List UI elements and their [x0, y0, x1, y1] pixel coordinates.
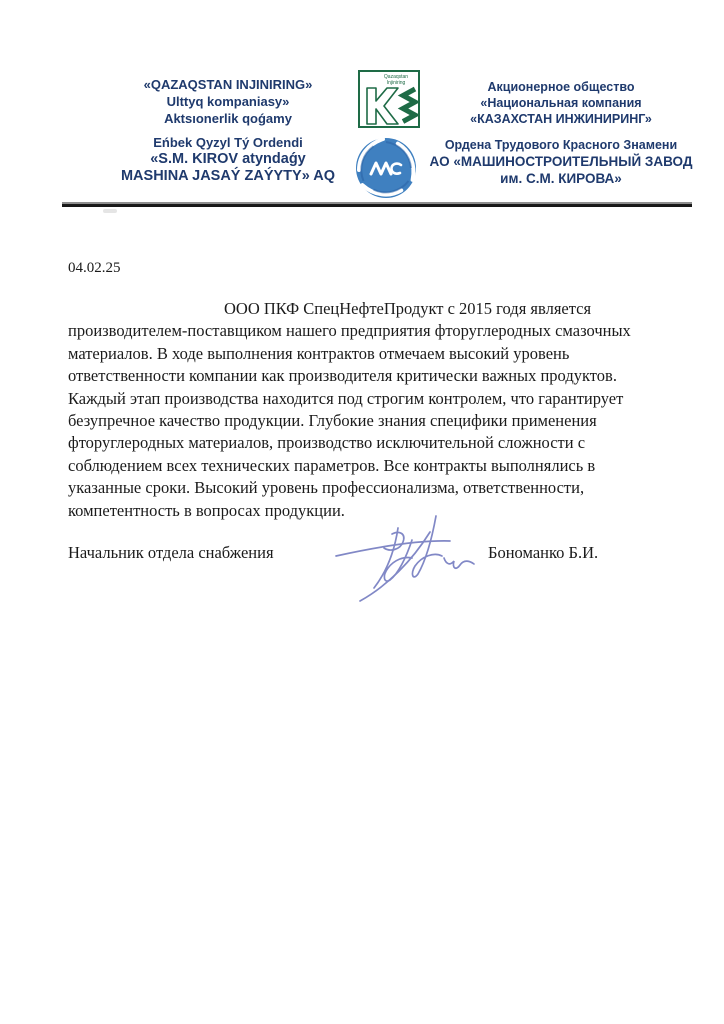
org-russian-line: Акционерное общество — [487, 80, 635, 94]
plant-russian-line: им. С.М. КИРОВА» — [500, 171, 622, 186]
body-line: Каждый этап производства находится под строгим контролем, что гарантирует — [68, 388, 624, 408]
letterhead-divider — [62, 202, 692, 207]
org-kazakh-line: «QAZAQSTAN INJINIRING» — [143, 77, 313, 92]
letterhead-kazakh-block — [78, 76, 378, 185]
plant-kazakh-line: «S.M. KIROV atyndaǵy — [150, 151, 306, 167]
org-russian-line: «КАЗАХСТАН ИНЖИНИРИНГ» — [470, 112, 652, 126]
org-kazakh-line: Ulttyq kompaniasy» — [166, 94, 290, 109]
body-line: ООО ПКФ СпецНефтеПродукт с 2015 годя является — [224, 299, 592, 318]
org-kazakh-line: Aktsıonerlik qoǵamy — [164, 111, 292, 126]
plant-russian-line: АО «МАШИНОСТРОИТЕЛЬНЫЙ ЗАВОД — [429, 154, 693, 169]
signer-role: Начальник отдела снабжения — [68, 543, 274, 562]
org-name-kazakh — [78, 76, 378, 127]
body-line: соблюдением всех технических параметров. Все контракты выполнялись в — [68, 455, 596, 475]
plant-name-russian — [425, 137, 697, 187]
svg-text:Qazaqstan: Qazaqstan — [383, 74, 409, 80]
body-line: производителем-поставщиком нашего предприятия фторуглеродных смазочных — [68, 321, 631, 341]
body-line: безупречное качество продукции. Глубокие знания специфики применения — [68, 411, 597, 431]
plant-kazakh-line: Eńbek Qyzyl Tý Ordendi — [153, 135, 303, 150]
body-line: фторуглеродных материалов, производство исключительной сложности с — [68, 433, 586, 453]
kirov-plant-logo-icon — [352, 136, 420, 200]
body-line: компетентность в вопросах продукции. — [68, 500, 345, 520]
letterhead-russian-block — [425, 79, 697, 187]
plant-kazakh-line: MASHINA JASAÝ ZAÝYTY» AQ — [120, 168, 336, 184]
org-russian-line: «Национальная компания — [480, 96, 642, 110]
body-line: материалов. В ходе выполнения контрактов отмечаем высокий уровень — [68, 343, 570, 363]
handwritten-signature — [332, 506, 482, 606]
body-line: ответственности компании как производителя критически важных продуктов. — [68, 366, 617, 386]
body-line: указанные сроки. Высокий уровень профессионализма, ответственности, — [68, 478, 585, 498]
svg-text:Injiniring: Injiniring — [386, 80, 406, 86]
letter-body — [68, 298, 668, 522]
kazakhstan-engineering-logo-icon — [358, 70, 420, 128]
scan-artifact — [103, 209, 117, 213]
letter-date: 04.02.25 — [68, 260, 121, 276]
plant-name-kazakh — [78, 134, 378, 185]
org-name-russian — [425, 79, 697, 127]
signer-name: Бономанко Б.И. — [488, 543, 599, 562]
plant-russian-line: Ордена Трудового Красного Знамени — [444, 138, 678, 152]
